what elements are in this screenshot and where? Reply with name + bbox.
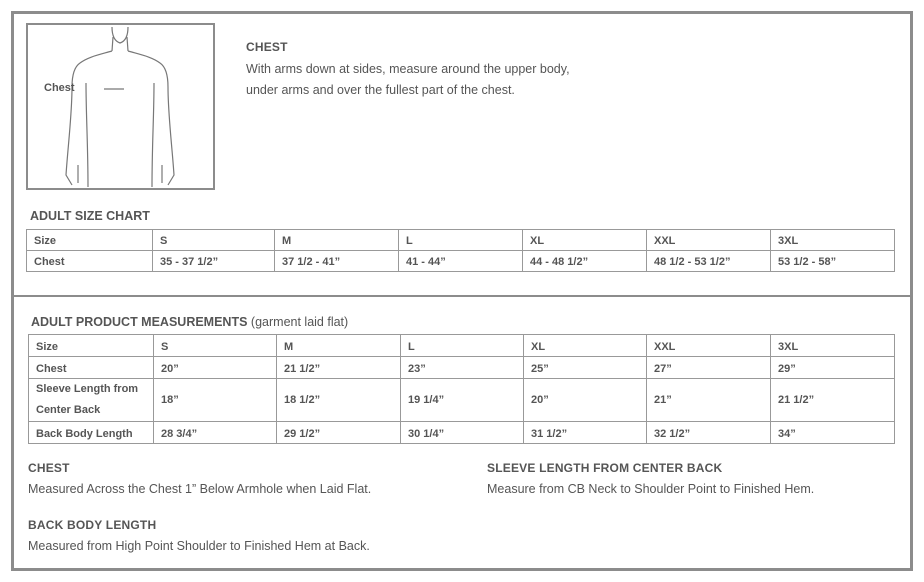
cell-value: 23” — [401, 357, 524, 379]
size-header-l: L — [399, 230, 523, 251]
size-chart-header-row — [27, 230, 895, 251]
cell-value: 53 1/2 - 58” — [771, 251, 895, 272]
row-label — [29, 379, 154, 422]
cell-value: 37 1/2 - 41” — [275, 251, 399, 272]
back-length-definition-heading: BACK BODY LENGTH — [28, 518, 157, 532]
size-header-m: M — [275, 230, 399, 251]
cell-value: 41 - 44” — [399, 251, 523, 272]
size-header-s: S — [154, 335, 277, 357]
table-row — [29, 379, 895, 422]
cell-value: 21 1/2” — [277, 357, 401, 379]
size-header-xl: XL — [524, 335, 647, 357]
row-label: Chest — [29, 357, 154, 379]
cell-value: 21 1/2” — [771, 379, 895, 422]
chest-intro-line-2: under arms and over the fullest part of the chest. — [246, 83, 515, 97]
chest-definition-text: Measured Across the Chest 1” Below Armhole when Laid Flat. — [28, 482, 372, 496]
size-header-l: L — [401, 335, 524, 357]
product-measurements-table — [28, 334, 895, 444]
back-length-definition-text: Measured from High Point Shoulder to Finished Hem at Back. — [28, 539, 370, 553]
chest-definition-heading: CHEST — [28, 461, 70, 475]
cell-value: 18” — [154, 379, 277, 422]
size-header-xl: XL — [523, 230, 647, 251]
cell-value: 20” — [154, 357, 277, 379]
cell-value: 20” — [524, 379, 647, 422]
table-row — [29, 357, 895, 379]
product-measurements-note: (garment laid flat) — [250, 315, 349, 329]
chest-intro-heading: CHEST — [246, 40, 288, 54]
cell-value: 30 1/4” — [401, 422, 524, 444]
cell-value: 44 - 48 1/2” — [523, 251, 647, 272]
size-header-3xl: 3XL — [771, 230, 895, 251]
cell-value: 19 1/4” — [401, 379, 524, 422]
table-row — [27, 251, 895, 272]
chest-intro-line-1: With arms down at sides, measure around the upper body, — [246, 62, 570, 76]
measurements-header-row — [29, 335, 895, 357]
size-header-xxl: XXL — [647, 335, 771, 357]
size-header-m: M — [277, 335, 401, 357]
sleeve-definition-heading: SLEEVE LENGTH FROM CENTER BACK — [487, 461, 723, 475]
cell-value: 34” — [771, 422, 895, 444]
row-label-line-1: Sleeve Length from — [36, 383, 139, 395]
size-header-xxl: XXL — [647, 230, 771, 251]
size-chart-table — [26, 229, 895, 272]
product-measurements-title-text: ADULT PRODUCT MEASUREMENTS — [31, 315, 248, 329]
size-header-3xl: 3XL — [771, 335, 895, 357]
cell-value: 21” — [647, 379, 771, 422]
product-measurements-title — [31, 315, 348, 329]
size-chart-title: ADULT SIZE CHART — [30, 209, 150, 223]
table-row — [29, 422, 895, 444]
figure-chest-label: Chest — [44, 82, 75, 94]
cell-value: 29 1/2” — [277, 422, 401, 444]
cell-value: 32 1/2” — [647, 422, 771, 444]
cell-value: 29” — [771, 357, 895, 379]
cell-value: 35 - 37 1/2” — [153, 251, 275, 272]
size-header-s: S — [153, 230, 275, 251]
size-header-label: Size — [29, 335, 154, 357]
body-figure-illustration — [26, 23, 215, 190]
size-header-label: Size — [27, 230, 153, 251]
cell-value: 31 1/2” — [524, 422, 647, 444]
cell-value: 25” — [524, 357, 647, 379]
cell-value: 18 1/2” — [277, 379, 401, 422]
cell-value: 27” — [647, 357, 771, 379]
cell-value: 28 3/4” — [154, 422, 277, 444]
row-label: Chest — [27, 251, 153, 272]
row-label: Back Body Length — [29, 422, 154, 444]
torso-outline-icon — [28, 25, 213, 188]
row-label-line-2: Center Back — [36, 404, 101, 416]
cell-value: 48 1/2 - 53 1/2” — [647, 251, 771, 272]
sleeve-definition-text: Measure from CB Neck to Shoulder Point to Finished Hem. — [487, 482, 815, 496]
